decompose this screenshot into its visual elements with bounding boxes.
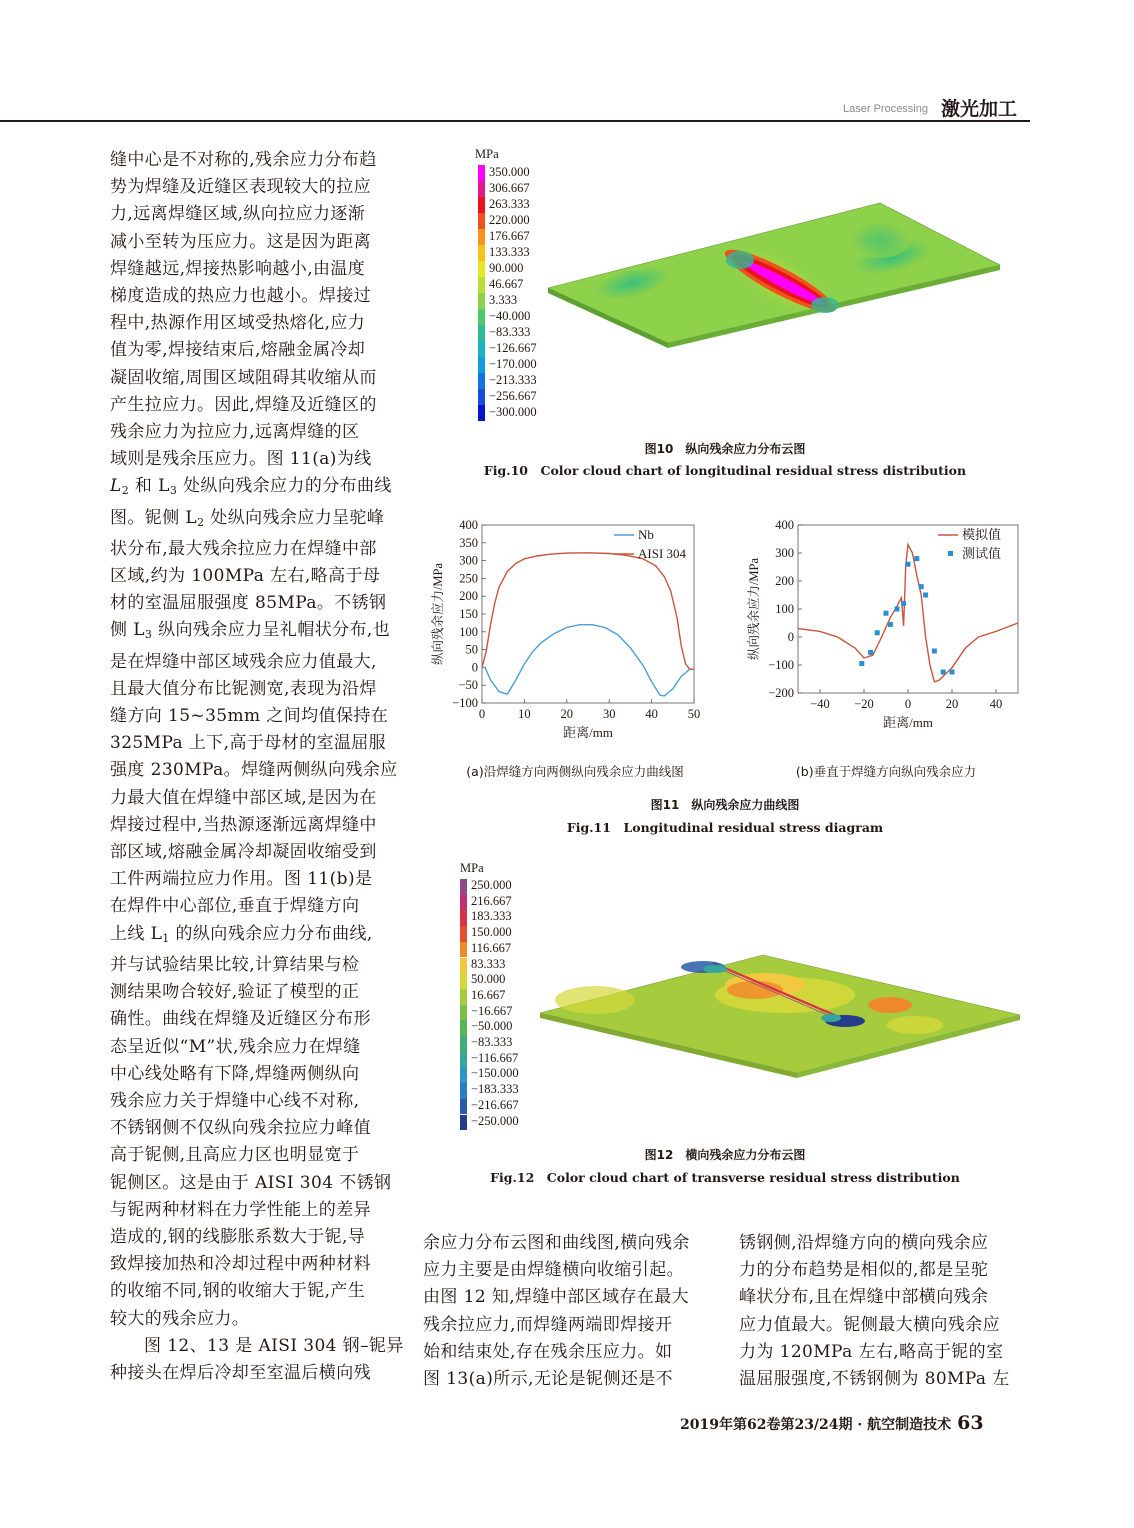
text-line: 缝中心是不对称的,残余应力分布趋 (110, 150, 377, 170)
y-tick-label: 50 (465, 642, 478, 657)
legend-label: 306.667 (489, 181, 530, 195)
text-line: 不锈钢侧不仅纵向残余拉应力峰值 (110, 1118, 371, 1139)
text-line: 致焊接加热和冷却过程中两种材料 (110, 1254, 371, 1275)
series-line-1 (482, 625, 694, 696)
legend-label: 220.000 (489, 213, 530, 227)
legend-swatch (460, 1005, 467, 1021)
fig10-unit: MPa (475, 147, 499, 161)
legend-swatch (478, 357, 485, 373)
text-line: 残余拉应力,而焊缝两端即焊接开 (423, 1314, 673, 1335)
text-line: 凝固收缩,周围区域阻碍其收缩从而 (110, 367, 377, 388)
legend-label: 3.333 (489, 293, 518, 307)
text-line: 力的分布趋势是相似的,都是呈驼 (739, 1260, 989, 1281)
header-section-cn: 激光加工 (941, 98, 1018, 120)
legend-label: 133.333 (489, 245, 530, 259)
y-tick-label: −100 (452, 696, 478, 710)
data-point (868, 650, 873, 655)
legend-label: −216.667 (471, 1097, 519, 1112)
text-line: 值为零,焊接结束后,熔融金属冷却 (110, 340, 366, 361)
y-axis-label: 纵向残余应力/MPa (747, 557, 761, 661)
text-line: 由图 12 知,焊缝中部区域存在最大 (423, 1287, 690, 1308)
fig11b-chart (738, 515, 1030, 755)
text-line: 残余应力关于焊缝中心线不对称, (110, 1090, 360, 1111)
y-tick-label: 0 (787, 630, 794, 644)
y-tick-label: −200 (768, 686, 794, 700)
x-tick-label: 20 (560, 707, 574, 721)
text-line: 力为 120MPa 左右,略高于铌的室 (739, 1341, 1004, 1362)
legend-label: 216.667 (471, 893, 512, 908)
text-line: 余应力分布云图和曲线图,横向残余 (423, 1233, 690, 1253)
data-point (884, 611, 889, 616)
text-line: 残余应力为拉应力,远离焊缝的区 (110, 422, 360, 443)
left-column-text (110, 147, 404, 1387)
legend-swatch (478, 341, 485, 357)
text-line: 强度 230MPa。焊缝两侧纵向残余应 (110, 760, 398, 781)
legend-swatch (478, 181, 485, 197)
legend-label: −50.000 (471, 1019, 513, 1034)
legend-label: 测试值 (962, 546, 1002, 561)
y-tick-label: 200 (775, 574, 794, 588)
legend-swatch (460, 1052, 467, 1068)
y-tick-label: 300 (459, 553, 478, 568)
text-line: 始和结束处,存在残余压应力。如 (423, 1341, 673, 1362)
y-tick-label: 400 (775, 518, 794, 532)
y-axis-label: 纵向残余应力/MPa (431, 562, 445, 666)
data-point (923, 593, 928, 598)
text-line: 在焊件中心部位,垂直于焊缝方向 (110, 896, 360, 917)
fig11a-subcaption: (a)沿焊缝方向两侧纵向残余应力曲线图 (466, 764, 684, 779)
legend-label: −250.000 (471, 1113, 519, 1128)
legend-swatch (460, 958, 467, 974)
bottom-right-text (739, 1230, 1031, 1393)
y-tick-label: 350 (459, 535, 478, 550)
x-axis-label: 距离/mm (883, 715, 933, 730)
legend-swatch (460, 1067, 467, 1083)
y-tick-label: 100 (775, 602, 794, 616)
text-line: 铌侧区。这是由于 AISI 304 不锈钢 (110, 1172, 392, 1193)
text-line: 图 13(a)所示,无论是铌侧还是不 (423, 1369, 674, 1390)
legend-label: −183.333 (471, 1082, 519, 1097)
data-point (888, 622, 893, 627)
x-tick-label: 30 (602, 707, 616, 721)
text-line: 造成的,钢的线膨胀系数大于铌,导 (110, 1226, 366, 1247)
fig12-contour-plate (535, 945, 1025, 1080)
text-line: 状分布,最大残余拉应力在焊缝中部 (110, 538, 377, 559)
text-line: 图。铌侧 $L_2$ 处纵向残余应力呈驼峰 (110, 507, 385, 529)
text-line: 较大的残余应力。 (110, 1308, 250, 1329)
data-point (906, 562, 911, 567)
legend-label: −83.333 (471, 1035, 513, 1049)
text-line: 峰状分布,且在焊缝中部横向残余 (739, 1287, 989, 1308)
legend-label: −170.000 (489, 357, 537, 371)
footer-journal: 2019年第62卷第23/24期 · 航空制造技术 (680, 1417, 952, 1433)
header-section-en: Laser Processing (843, 103, 928, 115)
legend-swatch (460, 895, 467, 911)
legend-label: −116.667 (471, 1050, 519, 1065)
x-tick-label: 0 (478, 707, 486, 721)
legend-swatch (460, 942, 467, 958)
text-line: 应力主要是由焊缝横向收缩引起。 (423, 1260, 684, 1281)
data-point (919, 584, 924, 589)
legend-label: 250.000 (471, 878, 512, 892)
text-line: 测结果吻合较好,验证了模型的正 (110, 982, 360, 1003)
text-line: $L_2$ 和 $L_3$ 处纵向残余应力的分布曲线 (110, 476, 392, 498)
legend-label: −126.667 (489, 341, 537, 355)
y-tick-label: −100 (768, 658, 794, 672)
legend-swatch (478, 197, 485, 213)
y-tick-label: 300 (775, 546, 794, 560)
text-line: 焊接过程中,当热源逐渐远离焊缝中 (110, 814, 377, 835)
x-tick-label: 50 (687, 707, 701, 721)
data-point (941, 670, 946, 675)
legend-label: 83.333 (471, 956, 506, 971)
header-rule (0, 120, 1030, 122)
text-line: 的收缩不同,钢的收缩大于铌,产生 (110, 1281, 366, 1302)
legend-label: Nb (638, 527, 654, 542)
x-tick-label: −40 (810, 697, 830, 711)
data-point (901, 601, 906, 606)
legend-swatch (460, 910, 467, 926)
text-line: 焊缝越远,焊接热影响越小,由温度 (110, 258, 366, 279)
text-line: 325MPa 上下,高于母材的室温屈服 (110, 733, 387, 754)
legend-label: 150.000 (471, 925, 512, 940)
y-tick-label: −50 (458, 678, 478, 693)
legend-label: −300.000 (489, 405, 537, 419)
legend-swatch (460, 989, 467, 1005)
fig10-contour-plate (540, 185, 1010, 350)
series-line-2 (482, 553, 694, 669)
legend-swatch (478, 405, 485, 421)
legend-swatch (478, 245, 485, 261)
text-line: 高于铌侧,且高应力区也明显宽于 (110, 1145, 360, 1166)
legend-swatch (460, 926, 467, 942)
legend-swatch (478, 389, 485, 405)
y-tick-label: 250 (459, 571, 478, 586)
fig12-caption-cn: 图12 横向残余应力分布云图 (644, 1148, 806, 1162)
text-line: 中心线处略有下降,焊缝两侧纵向 (110, 1063, 360, 1084)
x-tick-label: 0 (904, 697, 912, 711)
text-line: 与铌两种材料在力学性能上的差异 (110, 1199, 371, 1220)
text-line: 域则是残余压应力。图 11(a)为线 (110, 449, 372, 470)
legend-label: 16.667 (471, 987, 506, 1002)
legend-label: 350.000 (489, 165, 530, 179)
data-point (875, 630, 880, 635)
page-number: 63 (957, 1412, 984, 1434)
fig11-caption-cn: 图11 纵向残余应力曲线图 (650, 798, 800, 812)
text-line: 并与试验结果比较,计算结果与检 (110, 954, 360, 975)
data-point (895, 607, 900, 612)
legend-label: 176.667 (489, 229, 530, 243)
legend-label: 46.667 (489, 277, 524, 291)
legend-swatch (460, 1036, 467, 1052)
text-line: 上线 $L_1$ 的纵向残余应力分布曲线, (110, 923, 373, 945)
fig11b-subcaption: (b)垂直于焊缝方向纵向残余应力 (795, 764, 977, 779)
y-tick-label: 0 (471, 660, 478, 675)
legend-swatch (478, 373, 485, 389)
page-footer (680, 1412, 984, 1434)
legend-label: −83.333 (489, 325, 531, 339)
data-point (914, 556, 919, 561)
legend-label: 50.000 (471, 972, 506, 987)
data-point (932, 649, 937, 654)
text-line: 力,远离焊缝区域,纵向拉应力逐渐 (110, 204, 366, 225)
legend-label: −256.667 (489, 389, 537, 403)
legend-label: −40.000 (489, 309, 531, 323)
text-line: 区域,约为 100MPa 左右,略高于母 (110, 566, 381, 587)
text-line: 部区域,熔融金属冷却凝固收缩受到 (110, 842, 377, 863)
text-line: 势为焊缝及近缝区表现较大的拉应 (110, 177, 371, 198)
legend-swatch (460, 879, 467, 895)
legend-marker (948, 551, 953, 556)
text-line: 产生拉应力。因此,焊缝及近缝区的 (110, 394, 377, 415)
text-line: 工件两端拉应力作用。图 11(b)是 (110, 869, 373, 890)
text-line: 且最大值分布比铌测宽,表现为沿焊 (110, 678, 377, 699)
x-tick-label: 40 (645, 707, 658, 721)
x-tick-label: 20 (945, 697, 959, 711)
text-line: 力最大值在焊缝中部区域,是因为在 (110, 787, 377, 808)
text-line: 图 12、13 是 AISI 304 钢–铌异 (144, 1335, 404, 1356)
legend-swatch (478, 293, 485, 309)
fig10-caption-en: Fig.10 Color cloud chart of longitudinal residual stress distribution (483, 463, 967, 478)
text-line: 程中,热源作用区域受热熔化,应力 (110, 313, 366, 334)
legend-swatch (478, 261, 485, 277)
fig10-caption-cn: 图10 纵向残余应力分布云图 (644, 442, 806, 456)
text-line: 态呈近似“M”状,残余应力在焊缝 (110, 1036, 361, 1057)
text-line: 材的室温屈服强度 85MPa。不锈钢 (110, 593, 387, 614)
text-line: 减小至转为压应力。这是因为距离 (110, 231, 371, 252)
legend-label: 183.333 (471, 909, 512, 924)
legend-swatch (460, 1099, 467, 1115)
legend-label: 263.333 (489, 197, 530, 211)
legend-swatch (478, 229, 485, 245)
text-line: 温屈服强度,不锈钢侧为 80MPa 左 (739, 1369, 1010, 1390)
text-line: 种接头在焊后冷却至室温后横向残 (110, 1362, 371, 1383)
legend-swatch (478, 165, 485, 181)
bottom-middle-text (423, 1230, 715, 1393)
legend-swatch (478, 213, 485, 229)
y-tick-label: 200 (459, 589, 478, 604)
x-tick-label: 40 (989, 697, 1003, 711)
legend-label: 116.667 (471, 940, 512, 955)
legend-label: AISI 304 (638, 546, 687, 561)
text-line: 缝方向 15~35mm 之间均值保持在 (110, 706, 389, 727)
legend-label: −150.000 (471, 1066, 519, 1081)
y-tick-label: 400 (459, 518, 478, 532)
data-point (950, 670, 955, 675)
legend-swatch (460, 1083, 467, 1099)
legend-swatch (460, 1115, 467, 1131)
legend-swatch (460, 1020, 467, 1036)
y-tick-label: 150 (459, 607, 478, 621)
text-line: 应力值最大。铌侧最大横向残余应 (739, 1314, 1000, 1335)
x-axis-label: 距离/mm (563, 725, 613, 740)
fig12-unit: MPa (460, 861, 484, 875)
legend-swatch (478, 325, 485, 341)
legend-label: −16.667 (471, 1003, 513, 1018)
text-line: 梯度造成的热应力也越小。焊接过 (110, 286, 371, 307)
y-tick-label: 100 (459, 624, 478, 639)
data-point (859, 661, 864, 666)
legend-swatch (478, 309, 485, 325)
x-tick-label: −20 (854, 697, 874, 711)
text-line: 确性。曲线在焊缝及近缝区分布形 (110, 1009, 371, 1030)
text-line: 是在焊缝中部区域残余应力值最大, (110, 651, 377, 672)
legend-swatch (460, 973, 467, 989)
fig11-caption-en: Fig.11 Longitudinal residual stress diagram (566, 820, 884, 835)
text-line: 侧 $L_3$ 纵向残余应力呈礼帽状分布,也 (110, 620, 391, 642)
legend-label: 模拟值 (962, 527, 1002, 542)
fig11a-chart (425, 515, 725, 755)
legend-label: −213.333 (489, 373, 537, 387)
x-tick-label: 10 (518, 707, 531, 721)
fig12-caption-en: Fig.12 Color cloud chart of transverse residual stress distribution (490, 1170, 960, 1185)
text-line: 锈钢侧,沿焊缝方向的横向残余应 (739, 1233, 989, 1253)
legend-label: 90.000 (489, 261, 524, 275)
legend-swatch (478, 277, 485, 293)
